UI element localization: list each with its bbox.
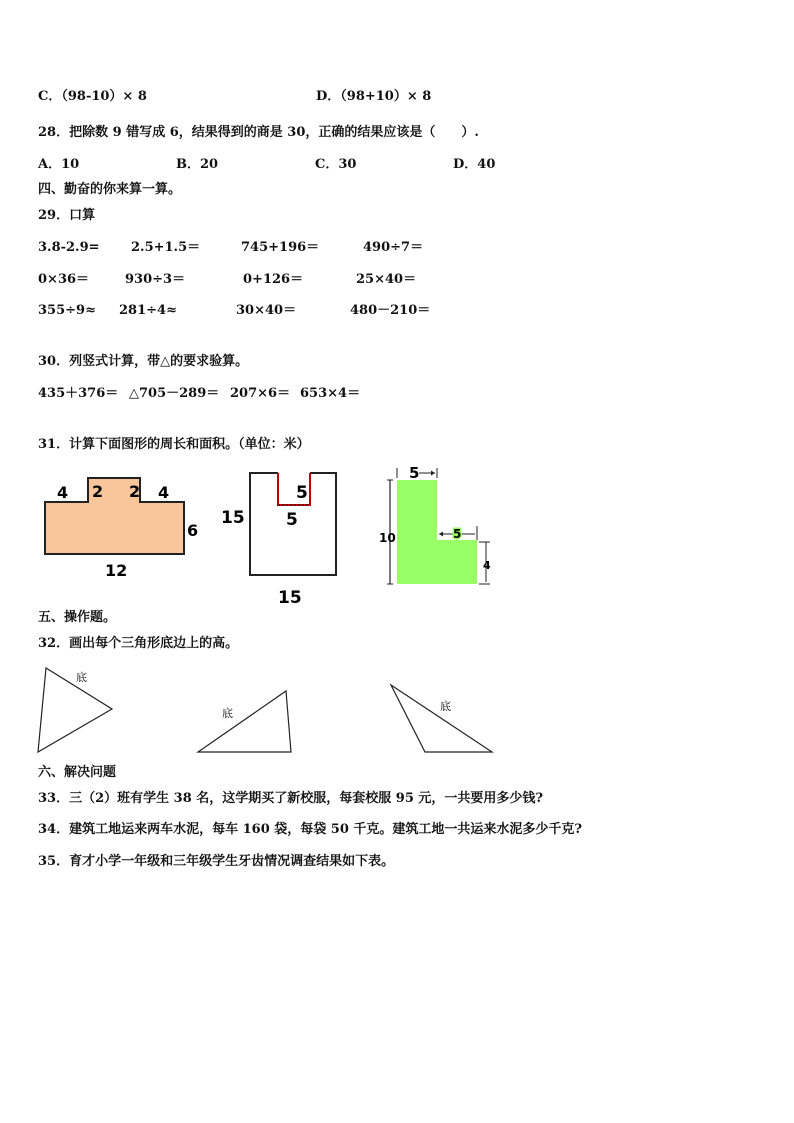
- vertical-calc-item: 207×6＝: [230, 386, 291, 401]
- q28-option-c: C．30: [315, 157, 357, 172]
- figure-l-shape: [378, 462, 498, 587]
- question-34: 34．建筑工地运来两车水泥，每车 160 袋，每袋 50 千克。建筑工地一共运来水泥多少千克?: [38, 822, 583, 837]
- option-c: C．（98-10）× 8: [38, 89, 147, 104]
- base-label: 底: [440, 700, 451, 713]
- vertical-calc-item: 653×4＝: [300, 386, 361, 401]
- label-step: 5: [453, 527, 462, 541]
- base-label: 底: [76, 671, 87, 684]
- question-35: 35．育才小学一年级和三年级学生牙齿情况调查结果如下表。: [38, 854, 395, 869]
- question-28-stem: 28．把除数 9 错写成 6，结果得到的商是 30，正确的结果应该是（ ）.: [38, 125, 479, 140]
- section-5-heading: 五、操作题。: [38, 610, 117, 625]
- section-4-heading: 四、勤奋的你来算一算。: [38, 182, 182, 197]
- calc-item: 745+196＝: [241, 240, 320, 255]
- label-left: 15: [221, 508, 245, 528]
- question-32-title: 32．画出每个三角形底边上的高。: [38, 636, 239, 651]
- question-33: 33．三（2）班有学生 38 名，这学期买了新校服，每套校服 95 元，一共要用多少钱?: [38, 791, 544, 806]
- calc-item: 0+126＝: [243, 272, 304, 287]
- label-right: 6: [187, 521, 199, 540]
- base-label: 底: [222, 707, 233, 720]
- section-6-heading: 六、解决问题: [38, 765, 117, 780]
- figure-stepped-shape: [30, 470, 210, 585]
- vertical-calc-item: 435＋376＝: [38, 386, 119, 401]
- label-notch-depth: 5: [296, 483, 308, 503]
- q28-option-d: D．40: [453, 157, 496, 172]
- calc-item: 281÷4≈: [119, 303, 177, 318]
- question-30-title: 30．列竖式计算，带△的要求验算。: [38, 354, 249, 369]
- label-top: 5: [409, 464, 420, 482]
- figure-notched-square: [218, 465, 348, 610]
- label-step-left: 2: [92, 482, 104, 501]
- triangle-3: [385, 680, 500, 757]
- q28-option-b: B．20: [176, 157, 219, 172]
- label-bottom: 12: [105, 561, 128, 580]
- calc-item: 3.8-2.9=: [38, 240, 100, 255]
- q28-option-a: A．10: [38, 157, 80, 172]
- label-right: 4: [483, 559, 491, 572]
- label-step-right: 2: [129, 482, 141, 501]
- vertical-calc-item: △705－289＝: [129, 386, 220, 401]
- question-29-title: 29．口算: [38, 208, 96, 223]
- triangle-2: [190, 685, 300, 757]
- calc-item: 0×36＝: [38, 272, 90, 287]
- label-notch-width: 5: [286, 510, 298, 530]
- calc-item: 30×40＝: [236, 303, 297, 318]
- calc-item: 25×40＝: [356, 272, 417, 287]
- calc-item: 490÷7＝: [363, 240, 424, 255]
- calc-item: 2.5+1.5＝: [131, 240, 201, 255]
- label-top-right: 4: [158, 483, 170, 502]
- question-31-title: 31．计算下面图形的周长和面积。（单位：米）: [38, 437, 310, 452]
- l-shape-body: [397, 480, 477, 584]
- triangle-1: [30, 665, 120, 757]
- option-d: D．（98+10）× 8: [316, 89, 432, 104]
- calc-item: 355÷9≈: [38, 303, 96, 318]
- label-bottom: 15: [278, 588, 302, 608]
- label-top-left: 4: [57, 483, 69, 502]
- calc-item: 480－210＝: [350, 303, 431, 318]
- label-left: 10: [379, 531, 396, 545]
- calc-item: 930÷3＝: [125, 272, 186, 287]
